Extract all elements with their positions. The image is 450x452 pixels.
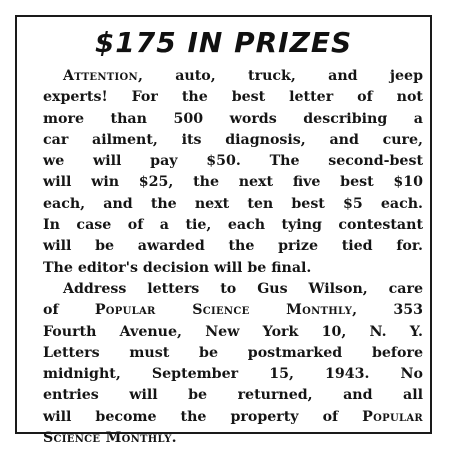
announcement-body xyxy=(43,66,423,449)
text-span: will become the property of xyxy=(43,408,363,425)
attention-word: Attention xyxy=(63,68,138,84)
text-line xyxy=(43,300,423,321)
headline: $175 IN PRIZES xyxy=(94,26,353,59)
text-line xyxy=(43,407,423,428)
text-line: entries will be returned, and all xyxy=(43,387,423,404)
text-line: experts! For the best letter of not xyxy=(43,89,423,106)
text-line: Letters must be postmarked before xyxy=(43,344,423,361)
text-span: , auto, truck, and jeep xyxy=(137,68,423,84)
text-line: Fourth Avenue, New York 10, N. Y. xyxy=(43,323,423,340)
text-line: we will pay $50. The second-best xyxy=(43,153,423,170)
magazine-name: Popular Science Monthly xyxy=(94,302,353,319)
text-line: will be awarded the prize tied for. xyxy=(43,238,423,255)
prize-announcement-box xyxy=(15,15,432,447)
magazine-name: Popular xyxy=(362,408,423,425)
text-line: midnight, September 15, 1943. No xyxy=(43,366,423,383)
text-line: car ailment, its diagnosis, and cure, xyxy=(43,131,423,148)
text-line: The editor's decision will be final. xyxy=(43,259,312,276)
text-line: Address letters to Gus Wilson, care xyxy=(63,280,423,297)
text-line xyxy=(43,66,423,87)
text-span: of xyxy=(43,302,95,319)
text-line: more than 500 words describing a xyxy=(43,110,423,127)
text-line: In case of a tie, each tying contestant xyxy=(43,217,423,234)
text-span: , 353 xyxy=(352,302,423,319)
text-span: . xyxy=(171,430,177,447)
text-line: each, and the next ten best $5 each. xyxy=(43,195,423,212)
text-line xyxy=(43,428,423,449)
magazine-name: Science Monthly xyxy=(43,430,172,447)
text-line: will win $25, the next five best $10 xyxy=(43,174,423,191)
